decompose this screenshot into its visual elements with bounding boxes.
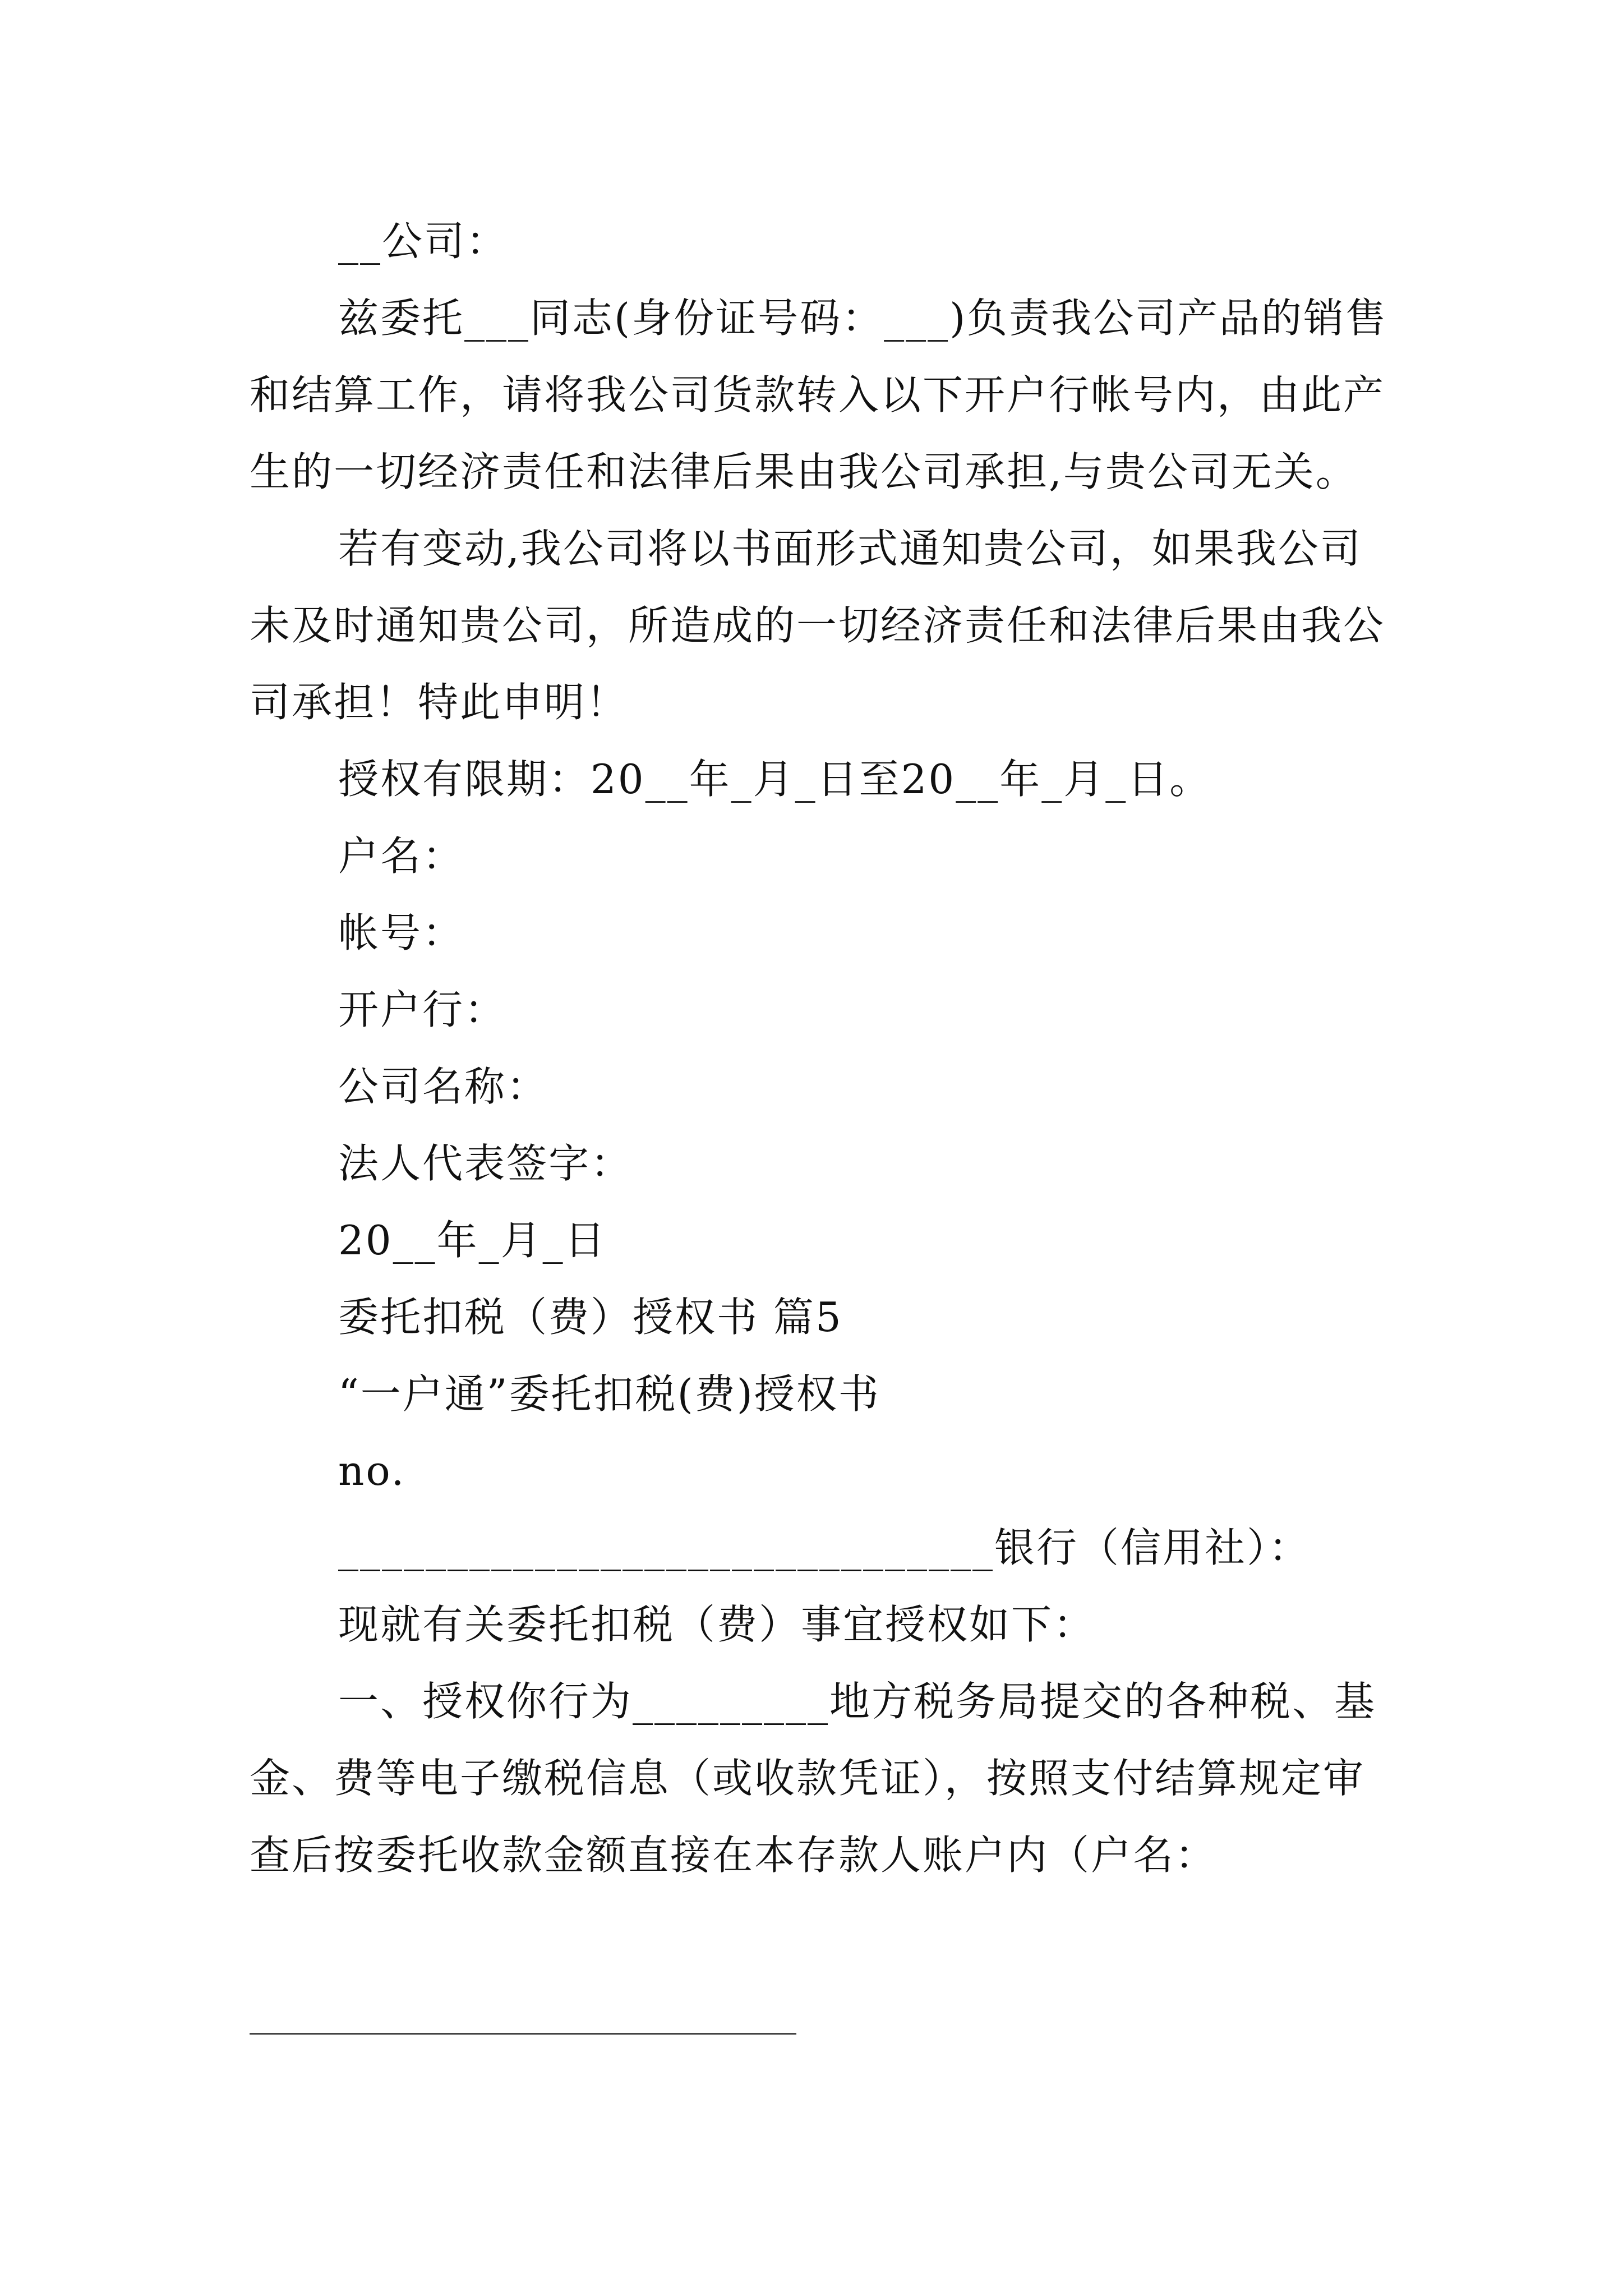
form-number-label: no.: [338, 1447, 406, 1494]
document-body: [250, 203, 1388, 1894]
intro-line: 现就有关委托扣税（费）事宜授权如下：: [338, 1601, 1096, 1648]
account-name-field: 户名：: [338, 832, 465, 880]
bank-addressee-line: ______________________________银行（信用社）：: [338, 1524, 1311, 1571]
footnote-divider: [250, 2033, 796, 2035]
legal-rep-signature-field: 法人代表签字：: [338, 1140, 633, 1187]
bank-field: 开户行：: [338, 986, 507, 1033]
company-name-field: 公司名称：: [338, 1063, 549, 1110]
validity-period-line: 授权有限期：20__年_月_日至20__年_月_日。: [338, 756, 1212, 803]
section-heading: 委托扣税（费）授权书 篇5: [338, 1294, 843, 1341]
authorization-paragraph: 兹委托___同志(身份证号码：___)负责我公司产品的销售和结算工作，请将我公司货款转入以下开户行帐号内，由此产生的一切经济责任和法律后果由我公司承担,与贵公司无关。: [250, 295, 1388, 495]
salutation-line: __公司：: [338, 218, 509, 265]
account-number-field: 帐号：: [338, 909, 465, 956]
date-line: 20__年_月_日: [338, 1217, 607, 1264]
clause-one-paragraph: 一、授权你行为_________地方税务局提交的各种税、基金、费等电子缴税信息（或收款凭证），按照支付结算规定审查后按委托收款金额直接在本存款人账户内（户名：: [250, 1678, 1377, 1879]
form-title: “一户通”委托扣税(费)授权书: [338, 1370, 880, 1418]
change-notice-paragraph: 若有变动,我公司将以书面形式通知贵公司，如果我公司未及时通知贵公司，所造成的一切经济责任和法律后果由我公司承担！特此申明！: [250, 525, 1386, 726]
